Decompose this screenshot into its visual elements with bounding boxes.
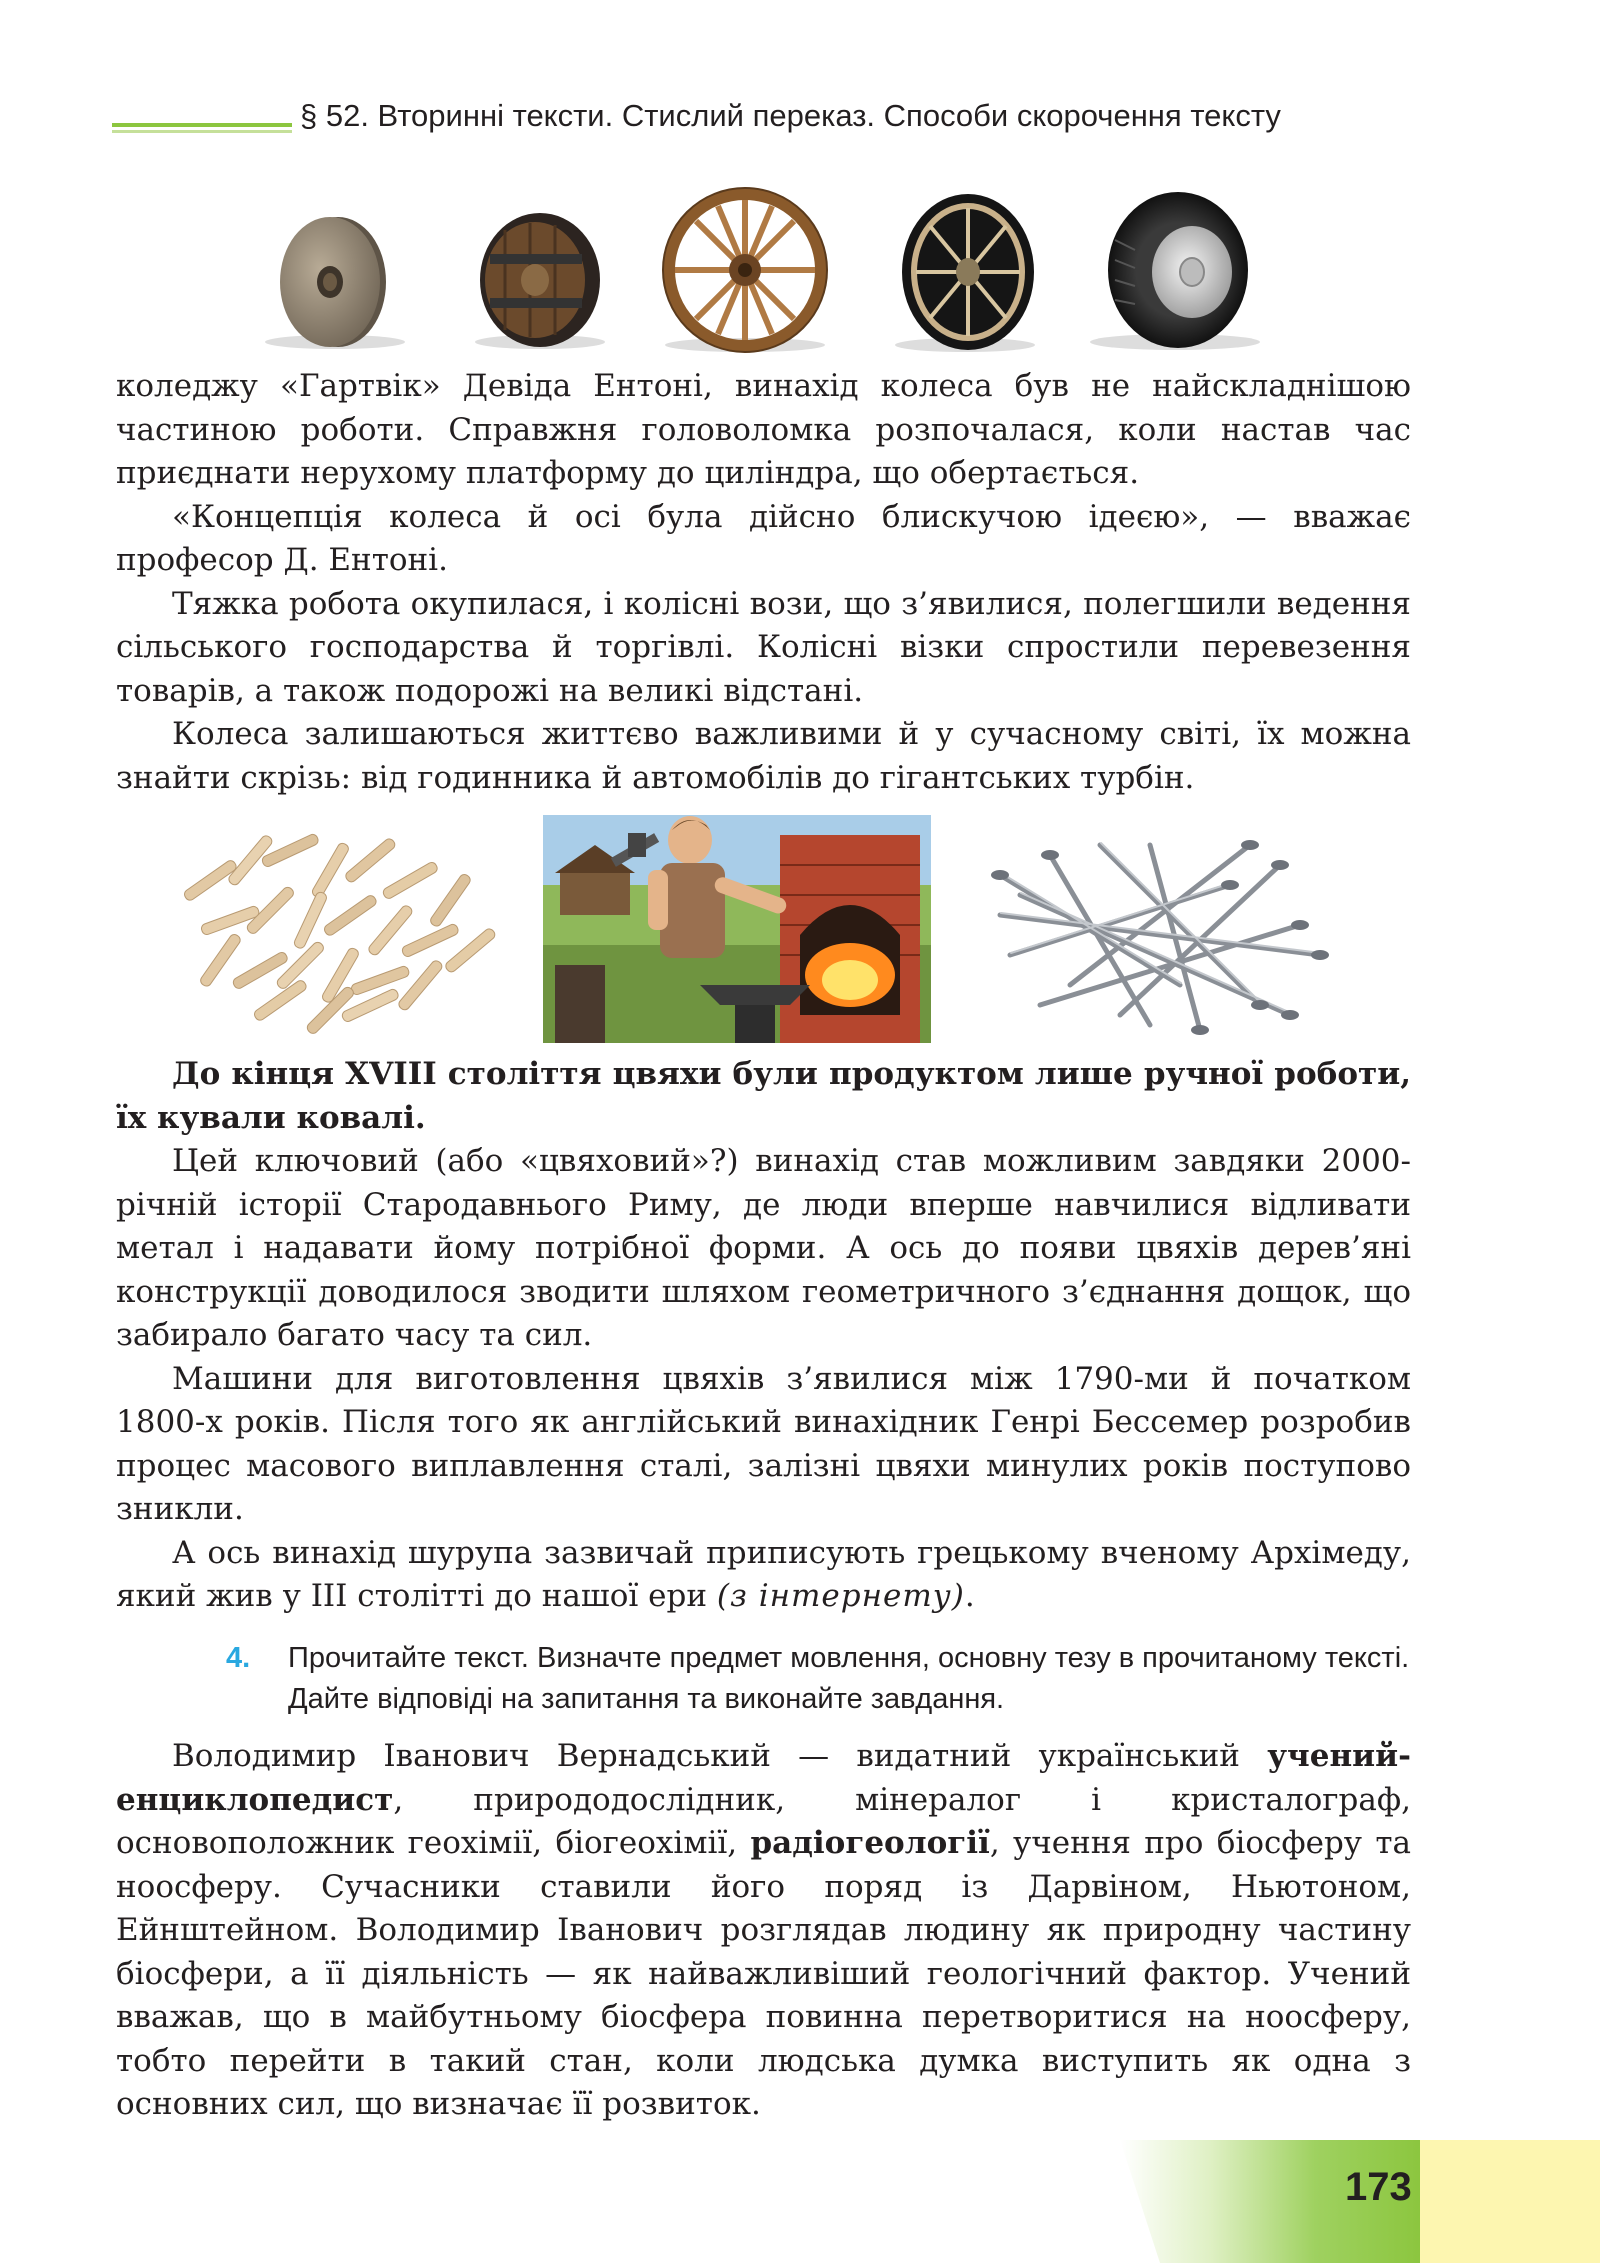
car-tire-image	[1090, 192, 1260, 350]
paragraph	[116, 1532, 1411, 1619]
paragraph-end: .	[964, 1578, 975, 1614]
paragraph: коледжу «Гартвік» Девіда Ентоні, винахід колеса був не найскладнішою частиною роботи. Справжня головоломка розпочалася, коли настав час приєднати нерухому платформу до циліндра, що обертається.	[116, 368, 1411, 491]
bold-term: радіогеології	[750, 1825, 990, 1861]
source-note: (з інтернету)	[716, 1578, 965, 1614]
nails-image-row	[0, 815, 1600, 1043]
wheels-image-row	[0, 170, 1600, 360]
nails-text-block	[116, 1053, 1411, 1619]
spoked-wooden-wheel-image	[663, 188, 827, 352]
bold-term: учений-енциклопедист	[116, 1738, 1411, 1818]
paragraph-text: , учення про біосферу та ноосферу. Сучасники ставили його поряд із Дарвіном, Ньютоном, Ейнштейном. Володимир Іванович розглядав людину як природну частину біосфери, а її діяльність — як найважливіший геологічний фактор. Учений вважав, що в майбутньому біосфера повинна перетворитися на ноосферу, тобто перейти в такий стан, коли людська думка виступить як одна з основних сил, що визначає її розвиток.	[116, 1825, 1411, 2122]
steel-nails-image	[991, 840, 1329, 1035]
paragraph: Цей ключовий (або «цвяховий»?) винахід став можливим завдяки 2000-річній історії Стародавнього Риму, де люди вперше навчилися відливати метал і надавати йому потрібної форми. А ось до появи цвяхів дерев’яні конструкції доводилося зводити шляхом геометричного з’єднання дощок, що забирало багато часу та сил.	[116, 1143, 1411, 1353]
paragraph: Машини для виготовлення цвяхів з’явилися між 1790-ми й початком 1800-х років. Після того як англійський винахідник Генрі Бессемер розробив процес масового виплавлення сталі, залізні цвяхи минулих років поступово зникли.	[116, 1360, 1411, 1527]
blacksmith-illustration-image	[543, 815, 931, 1043]
header-rule	[112, 123, 292, 133]
task-instruction: Прочитайте текст. Визначте предмет мовлення, основну тезу в прочитаному тексті. Дайте відповіді на запитання та виконайте завдання.	[288, 1642, 1410, 1715]
page-number: 173	[1345, 2165, 1412, 2209]
wooden-dowels-image	[183, 833, 497, 1036]
task-number: 4.	[226, 1642, 251, 1674]
paragraph: «Концепція колеса й осі була дійсно блискучою ідеєю», — вважає професор Д. Ентоні.	[116, 498, 1411, 578]
task-4	[226, 1638, 1416, 1720]
paragraph: Тяжка робота окупилася, і колісні вози, що з’явилися, полегшили ведення сільського господарства й торгівлі. Колісні візки спростили перевезення товарів, а також подорожі на великі відстані.	[116, 585, 1411, 709]
paragraph-text: , природодослідник, мінералог і кристалограф, основоположник геохімії, біогеохімії,	[116, 1781, 1411, 1861]
paragraph-text: А ось винахід шурупа зазвичай приписують грецькому вченому Архімеду, який жив у III столітті до нашої ери	[116, 1534, 1411, 1614]
vernadsky-text-block	[116, 1735, 1411, 2127]
wooden-plank-wheel-image	[475, 213, 605, 349]
page-header-title: § 52. Вторинні тексти. Стислий переказ. Способи скорочення тексту	[300, 98, 1281, 133]
paragraph	[116, 1735, 1411, 2127]
bold-caption: До кінця XVIII століття цвяхи були продуктом лише ручної роботи, їх кували ковалі.	[116, 1056, 1411, 1136]
spoked-rubber-wheel-image	[895, 194, 1035, 352]
paragraph: Колеса залишаються життєво важливими й у сучасному світі, їх можна знайти скрізь: від годинника й автомобілів до гігантських турбін.	[116, 716, 1411, 796]
wheel-text-block	[116, 365, 1411, 800]
stone-wheel-image	[265, 217, 405, 349]
paragraph-text: Володимир Іванович Вернадський — видатний український	[172, 1738, 1268, 1774]
